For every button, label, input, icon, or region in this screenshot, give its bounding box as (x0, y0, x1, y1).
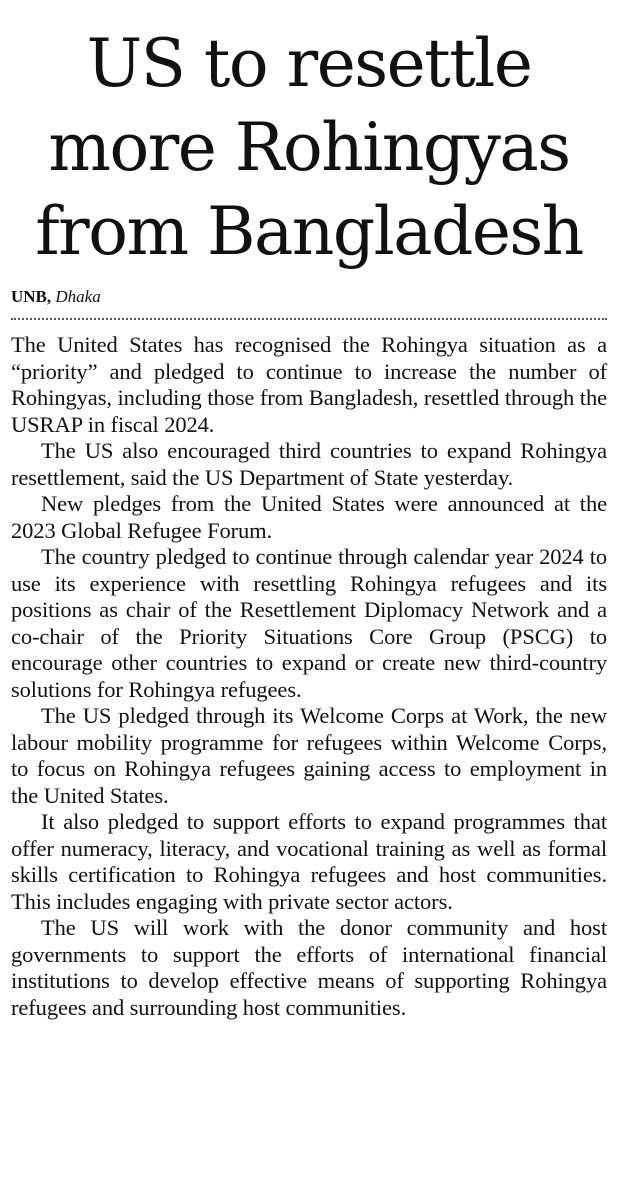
paragraph-7: The US will work with the donor community and host governments to support the efforts of international financial institutions to develop effective means of supporting Rohingya refugees and surrounding host communities. (11, 915, 607, 1020)
byline-agency: UNB, (11, 287, 52, 306)
headline-line-3: from Bangladesh (35, 193, 583, 270)
paragraph-5: The US pledged through its Welcome Corps at Work, the new labour mobility programme for refugees within Welcome Corps, to focus on Rohingya refugees gaining access to employment in the United States. (11, 703, 607, 808)
paragraph-4: The country pledged to continue through calendar year 2024 to use its experience with resettling Rohingya refugees and its positions as chair of the Resettlement Diplomacy Network and a co-chair of the Priority Situations Core Group (PSCG) to encourage other countries to expand or create new third-country solutions for Rohingya refugees. (11, 544, 607, 702)
paragraph-2: The US also encouraged third countries to expand Rohingya resettlement, said the US Department of State yesterday. (11, 438, 607, 490)
headline-line-1: US to resettle (86, 25, 532, 102)
headline-line-2: more Rohingyas (48, 109, 570, 186)
paragraph-1: The United States has recognised the Rohingya situation as a “priority” and pledged to continue to increase the number of Rohingyas, including those from Bangladesh, resettled through the USRAP in fiscal 2024. (11, 332, 607, 437)
article-body (11, 332, 607, 1021)
byline-location: Dhaka (55, 287, 101, 306)
headline (11, 22, 607, 274)
byline (11, 286, 607, 308)
paragraph-6: It also pledged to support efforts to expand programmes that offer numeracy, literacy, and vocational training as well as formal skills certification to Rohingya refugees and host communities. This includes engaging with private sector actors. (11, 809, 607, 914)
dotted-divider (11, 318, 607, 320)
news-article (11, 22, 607, 1021)
paragraph-3: New pledges from the United States were announced at the 2023 Global Refugee Forum. (11, 491, 607, 543)
